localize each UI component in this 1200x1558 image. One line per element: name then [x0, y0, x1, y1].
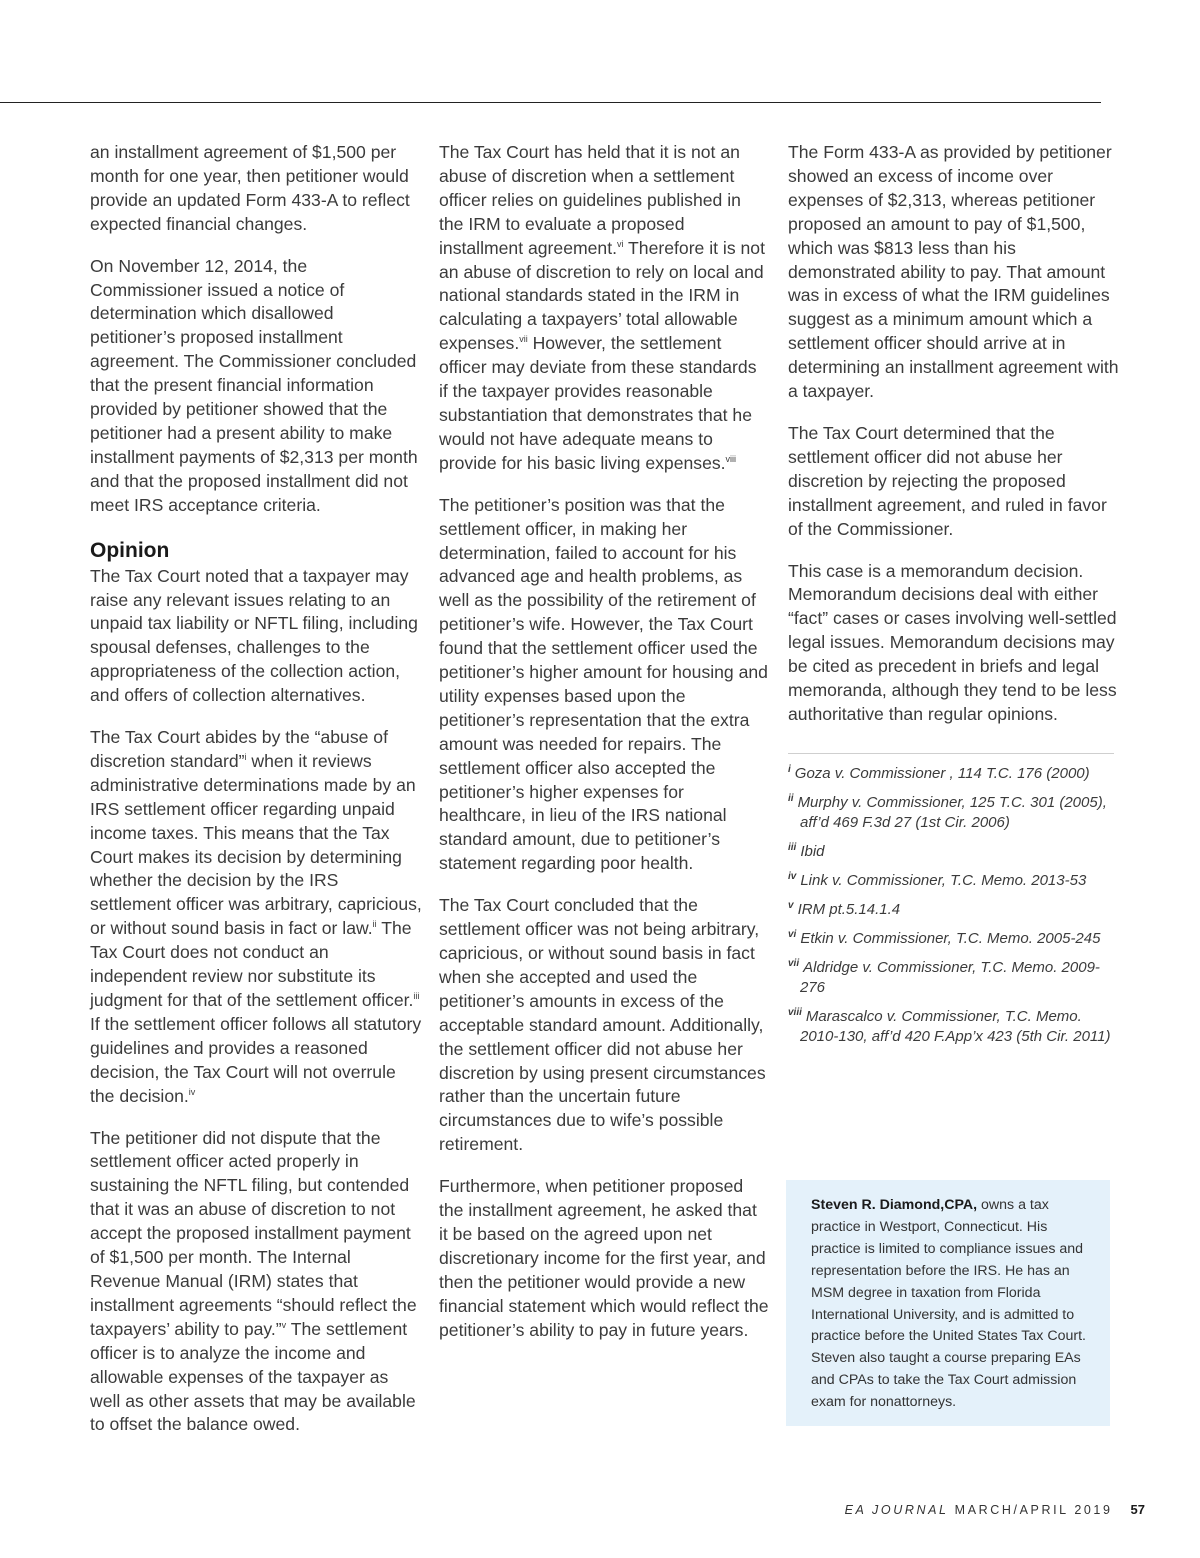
- author-name: Steven R. Diamond,CPA,: [811, 1197, 978, 1213]
- section-heading-opinion: Opinion: [90, 538, 170, 562]
- paragraph: The Form 433-A as provided by petitioner showed an excess of income over expenses of $2,313, whereas petitioner proposed an amount to pay of $1,500, which was $813 less than his demonstrated ability to pay. That amount was in excess of what the IRM guidelines suggest as a minimum amount which a settlement officer should arrive at in determining an installment agreement with a taxpayer.: [788, 142, 1119, 402]
- footnote: $^{iii}$ Ibid: [788, 841, 825, 860]
- page-footer: [845, 1502, 1145, 1517]
- footnote: $^{iv}$ Link v. Commissioner, T.C. Memo. 2013-53: [788, 870, 1087, 889]
- column-2: [439, 141, 769, 1361]
- footnote-ref: iv: [188, 1086, 196, 1097]
- footnote-ref: i: [244, 752, 247, 763]
- author-bio-box: [786, 1180, 1110, 1426]
- column-1: [90, 141, 422, 1455]
- footnote-ref: viii: [725, 453, 737, 464]
- footnotes: [788, 764, 1120, 1047]
- paragraph: Furthermore, when petitioner proposed the installment agreement, he asked that it be based on the agreed upon net discretionary income for the first year, and then the petitioner would provide a new financial statement which would reflect the petitioner’s ability to pay in future years.: [439, 1176, 769, 1340]
- footnote-ref: vii: [519, 334, 528, 345]
- footnotes-divider: [788, 753, 1114, 754]
- paragraph: The Tax Court noted that a taxpayer may raise any relevant issues relating to an unpaid tax liability or NFTL filing, including spousal defenses, challenges to the appropriateness of the collection action, and offers of collection alternatives.: [90, 565, 418, 706]
- footnote: $^{vii}$ Aldridge v. Commissioner, T.C. Memo. 2009-276: [788, 957, 1100, 996]
- page-number: 57: [1130, 1502, 1145, 1517]
- footnote: $^i$ Goza v. Commissioner , 114 T.C. 176 (2000): [788, 763, 1090, 782]
- paragraph: The petitioner did not dispute that the settlement officer acted properly in sustaining the NFTL filing, but contended that it was an abuse of discretion to not accept the proposed installment payment of $1,500 per month. The Internal Revenue Manual (IRM) states that installment agreements “should reflect the taxpayers’ ability to pay.”$^v$ The settlement officer is to analyze the income and allowable expenses of the taxpayer as well as other assets that may be available to offset the balance owed.: [90, 1127, 417, 1435]
- issue-date: MARCH/APRIL 2019: [948, 1503, 1113, 1517]
- footnote-ref: ii: [372, 919, 377, 930]
- paragraph: The petitioner’s position was that the settlement officer, in making her determination, failed to account for his advanced age and health problems, as well as the possibility of the retirement of petitioner’s wife. However, the Tax Court found that the settlement officer used the petitioner’s higher amount for housing and utility expenses based upon the petitioner’s representation that the extra amount was needed for repairs. The settlement officer also accepted the petitioner’s higher expenses for healthcare, in lieu of the IRS national standard amount, due to petitioner’s statement regarding poor health.: [439, 494, 768, 874]
- paragraph: The Tax Court abides by the “abuse of discretion standard”$^i$ when it reviews administrative determinations made by an IRS settlement officer regarding unpaid income taxes. This means that the Tax Court makes its decision by determining whether the decision by the IRS settlement officer was arbitrary, capricious, or without sound basis in fact or law.$^{ii}$ The Tax Court does not conduct an independent review nor substitute its judgment for that of the settlement officer.$^{iii}$ If the settlement officer follows all statutory guidelines and provides a reasoned decision, the Tax Court will not overrule the decision.$^{iv}$: [90, 727, 422, 1106]
- footnote-ref: vi: [616, 238, 624, 249]
- paragraph: This case is a memorandum decision. Memorandum decisions deal with either “fact” cases or cases involving well-settled legal issues. Memorandum decisions may be cited as precedent in briefs and legal memoranda, although they tend to be less authoritative than regular opinions.: [788, 560, 1117, 724]
- journal-name: EA JOURNAL: [844, 1503, 949, 1517]
- column-3: [788, 141, 1120, 1056]
- author-bio: Steven R. Diamond,CPA, owns a tax practice in Westport, Connecticut. His practice is limited to compliance issues and representation before the IRS. He has an MSM degree in taxation from Florida International University, and is admitted to practice before the United States Tax Court. Steven also taught a course preparing EAs and CPAs to take the Tax Court admission exam for nonattorneys.: [811, 1197, 1086, 1411]
- paragraph: an installment agreement of $1,500 per month for one year, then petitioner would provide an updated Form 433-A to reflect expected financial changes.: [90, 142, 410, 234]
- footnote-ref: iii: [413, 991, 420, 1002]
- footnote: $^v$ IRM pt.5.14.1.4: [788, 899, 901, 918]
- footnote: $^{vi}$ Etkin v. Commissioner, T.C. Memo. 2005-245: [788, 928, 1101, 947]
- footnote-ref: v: [281, 1319, 287, 1330]
- footnote: $^{viii}$ Marascalco v. Commissioner, T.C. Memo. 2010-130, aff’d 420 F.App’x 423 (5th Cir. 2011): [788, 1006, 1111, 1045]
- paragraph: The Tax Court has held that it is not an abuse of discretion when a settlement officer relies on guidelines published in the IRM to evaluate a proposed installment agreement.$^{vi}$ Therefore it is not an abuse of discretion to rely on local and national standards stated in the IRM in calculating a taxpayers’ total allowable expenses.$^{vii}$ However, the settlement officer may deviate from these standards if the taxpayer provides reasonable substantiation that demonstrates that he would not have adequate means to provide for his basic living expenses.$^{viii}$: [439, 142, 765, 473]
- footnote: $^{ii}$ Murphy v. Commissioner, 125 T.C. 301 (2005), aff’d 469 F.3d 27 (1st Cir. 2006): [788, 792, 1107, 831]
- paragraph: The Tax Court determined that the settlement officer did not abuse her discretion by rejecting the proposed installment agreement, and ruled in favor of the Commissioner.: [788, 422, 1107, 539]
- paragraph: On November 12, 2014, the Commissioner issued a notice of determination which disallowed petitioner’s proposed installment agreement. The Commissioner concluded that the present financial information provided by petitioner showed that the petitioner had a present ability to make installment payments of $2,313 per month and that the proposed installment did not meet IRS acceptance criteria.: [90, 255, 418, 515]
- header-rule: [0, 102, 1101, 103]
- paragraph: The Tax Court concluded that the settlement officer was not being arbitrary, capricious, or without sound basis in fact when she accepted and used the petitioner’s amounts in excess of the acceptable standard amount. Additionally, the settlement officer did not abuse her discretion by using present circumstances rather than the uncertain future circumstances due to wife’s possible retirement.: [439, 895, 766, 1155]
